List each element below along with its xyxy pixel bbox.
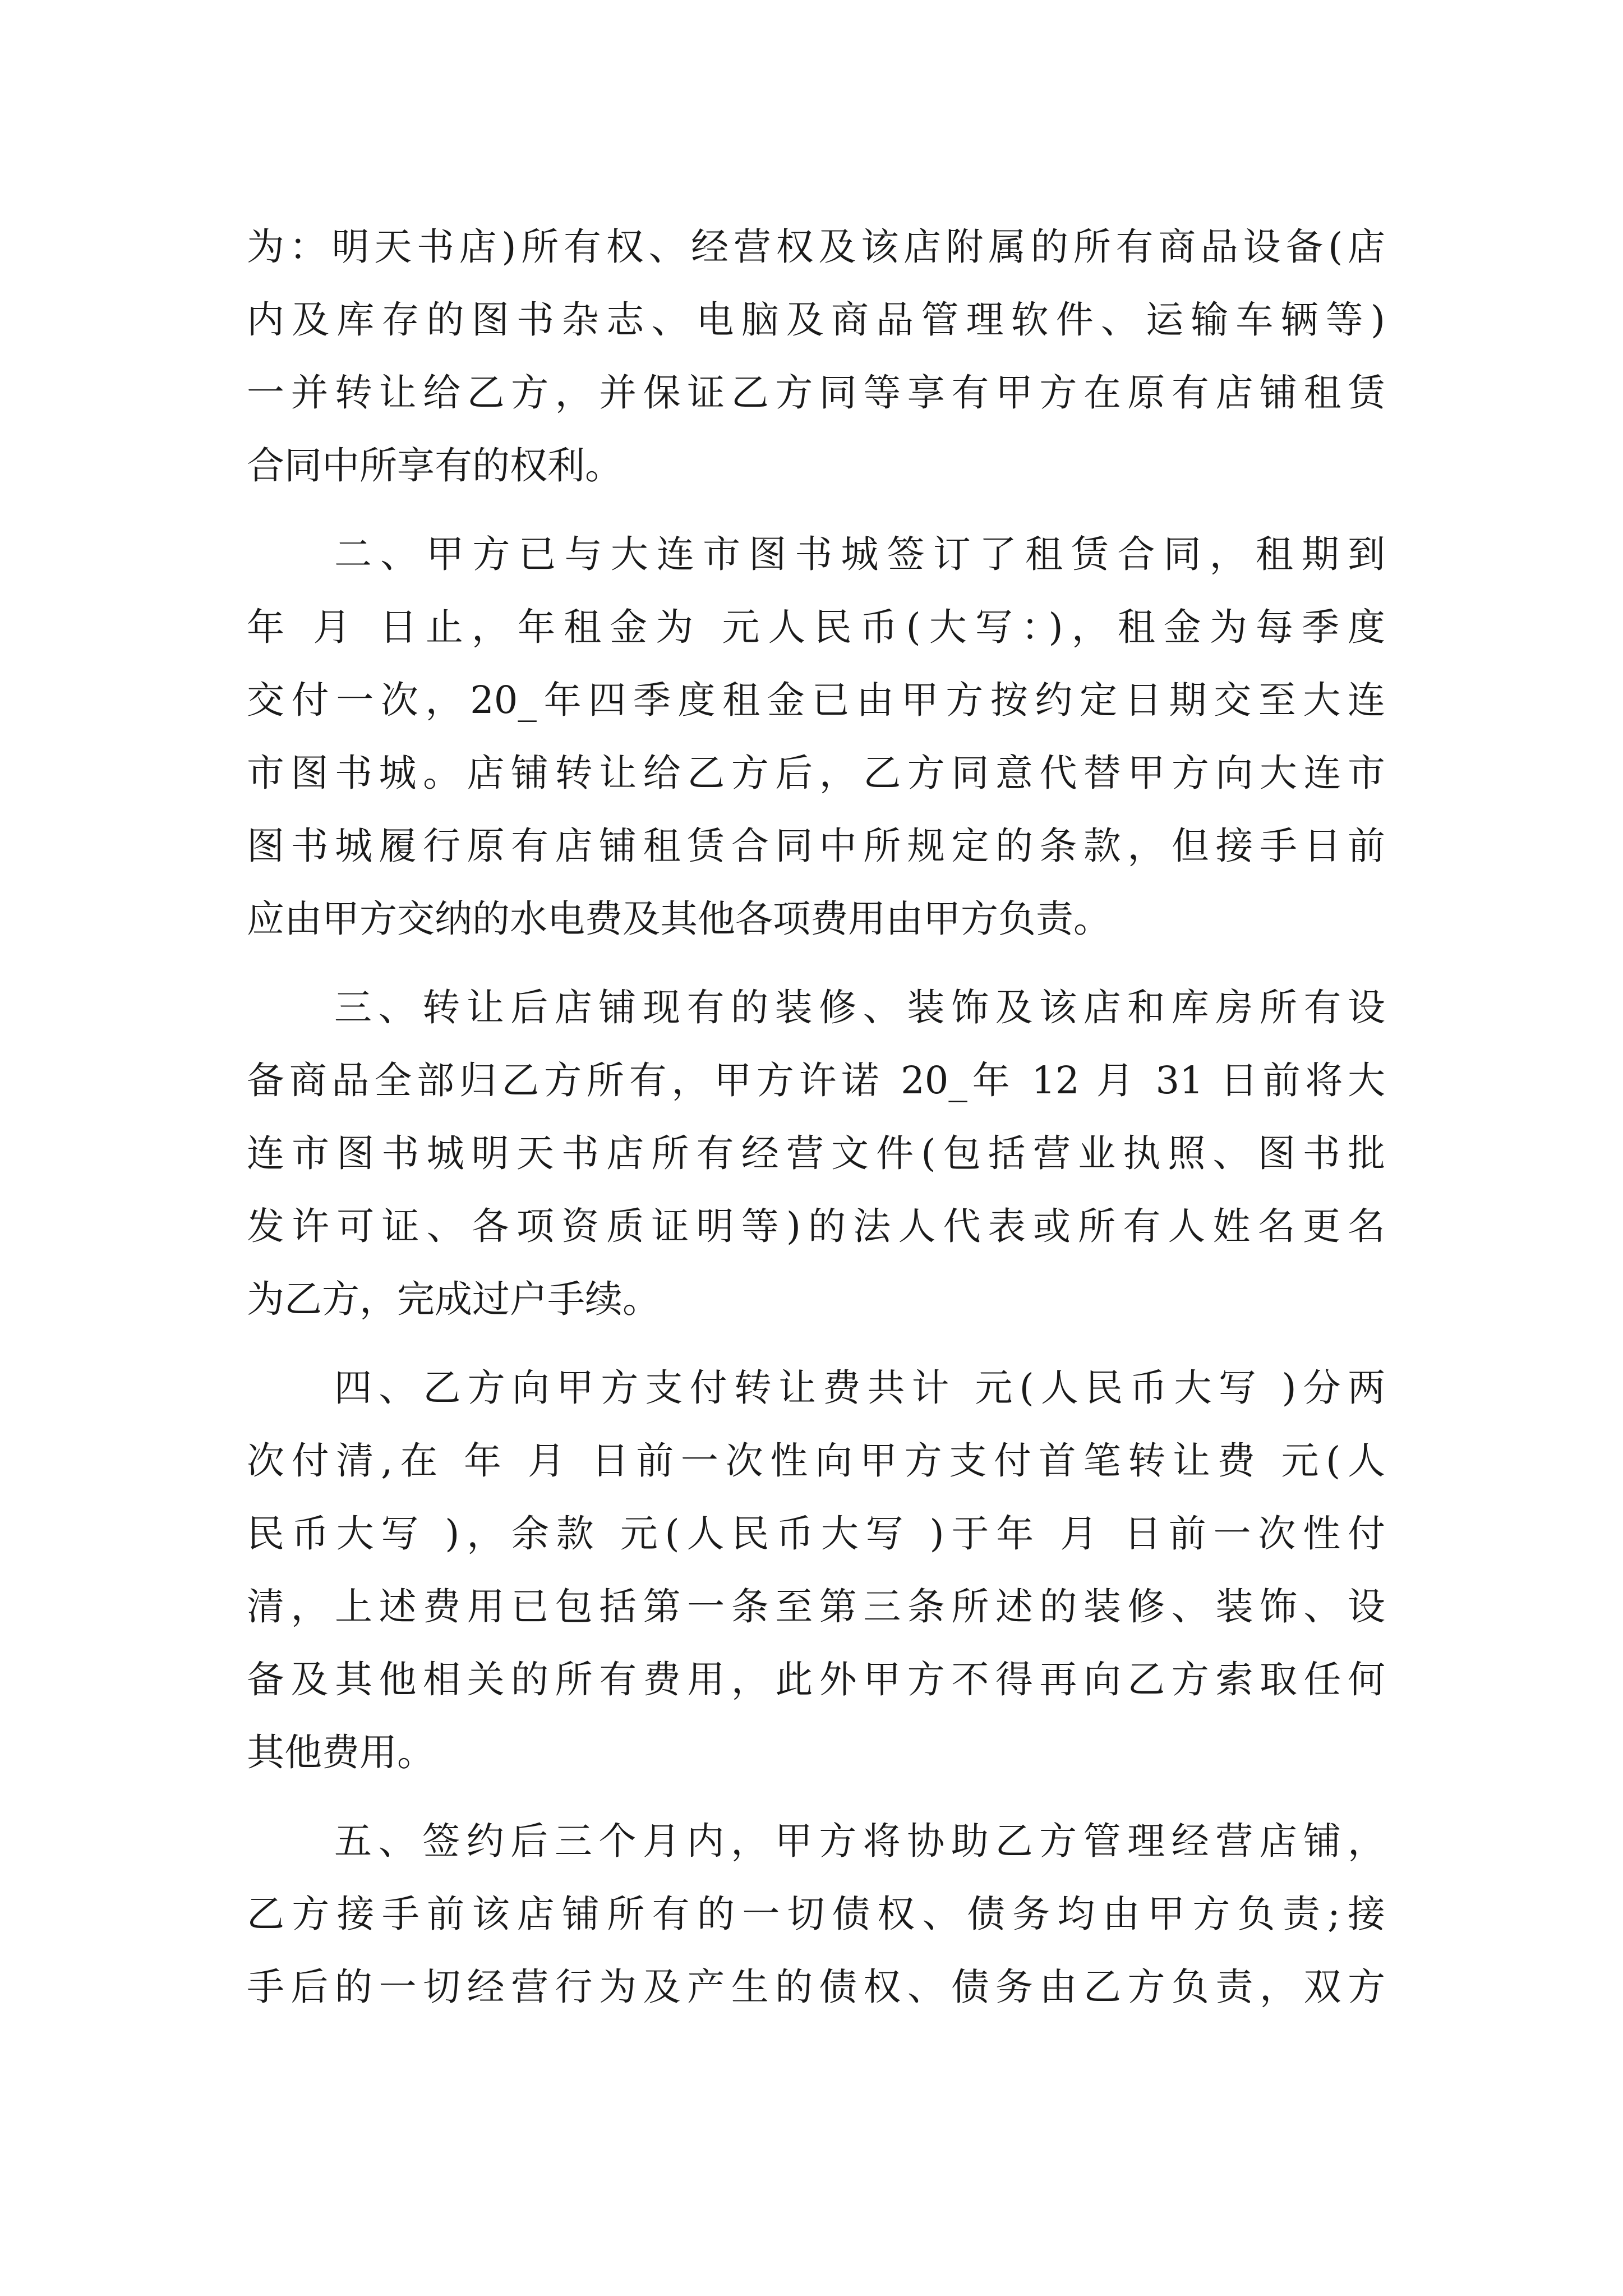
- paragraph-start-line: 五、签约后三个月内，甲方将协助乙方管理经营店铺，: [334, 1819, 1385, 1863]
- text-line: 图书城履行原有店铺租赁合同中所规定的条款，但接手日前: [247, 824, 1385, 868]
- text-line: 乙方接手前该店铺所有的一切债权、债务均由甲方负责;接: [247, 1892, 1385, 1936]
- text-line: 备商品全部归乙方所有，甲方许诺 20_年 12 月 31 日前将大: [247, 1059, 1385, 1102]
- text-line: 发许可证、各项资质证明等)的法人代表或所有人姓名更名: [247, 1204, 1385, 1248]
- text-line: 年 月 日止，年租金为 元人民币(大写：)，租金为每季度: [247, 605, 1385, 649]
- text-line: 次付清,在 年 月 日前一次性向甲方支付首笔转让费 元(人: [247, 1439, 1385, 1483]
- text-line: 合同中所享有的权利。: [247, 444, 623, 487]
- text-line: 一并转让给乙方，并保证乙方同等享有甲方在原有店铺租赁: [247, 371, 1385, 415]
- text-line: 为：明天书店)所有权、经营权及该店附属的所有商品设备(店: [247, 225, 1385, 269]
- text-line: 手后的一切经营行为及产生的债权、债务由乙方负责，双方: [247, 1965, 1385, 2009]
- text-line: 为乙方，完成过户手续。: [247, 1277, 660, 1321]
- paragraph-start-line: 二、甲方已与大连市图书城签订了租赁合同，租期到: [334, 532, 1385, 576]
- text-line: 民币大写 )，余款 元(人民币大写 )于年 月 日前一次性付: [247, 1512, 1385, 1556]
- text-line: 备及其他相关的所有费用，此外甲方不得再向乙方索取任何: [247, 1658, 1385, 1701]
- text-line: 应由甲方交纳的水电费及其他各项费用由甲方负责。: [247, 897, 1111, 941]
- text-line: 内及库存的图书杂志、电脑及商品管理软件、运输车辆等): [247, 298, 1385, 342]
- text-line: 清，上述费用已包括第一条至第三条所述的装修、装饰、设: [247, 1585, 1385, 1628]
- text-line: 市图书城。店铺转让给乙方后，乙方同意代替甲方向大连市: [247, 751, 1385, 795]
- text-line: 连市图书城明天书店所有经营文件(包括营业执照、图书批: [247, 1131, 1385, 1175]
- paragraph-start-line: 四、乙方向甲方支付转让费共计 元(人民币大写 )分两: [334, 1366, 1385, 1410]
- text-line: 其他费用。: [247, 1731, 435, 1774]
- text-line: 交付一次，20_年四季度租金已由甲方按约定日期交至大连: [247, 678, 1385, 722]
- paragraph-start-line: 三、转让后店铺现有的装修、装饰及该店和库房所有设: [334, 986, 1385, 1029]
